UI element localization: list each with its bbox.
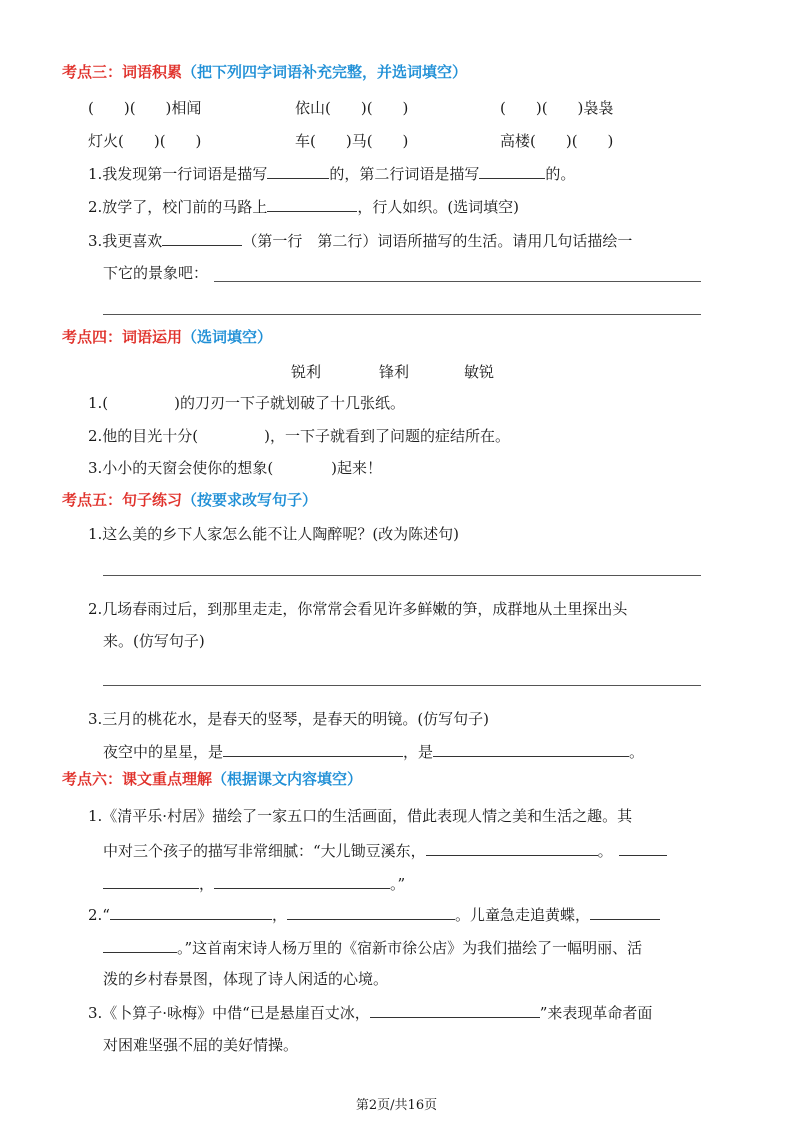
word-option: 锐利 [291, 363, 322, 381]
blank[interactable] [479, 163, 545, 179]
answer-line[interactable] [214, 281, 701, 282]
word-option: 锋利 [379, 363, 410, 381]
blank[interactable] [103, 873, 199, 889]
section6-title: 考点六：课文重点理解 [62, 770, 213, 788]
blank[interactable] [619, 840, 667, 856]
idiom-2-2: 车( )马( ) [295, 132, 409, 150]
section5-title: 考点五：句子练习 [62, 491, 183, 509]
s5-question-1: 1.这么美的乡下人家怎么能不让人陶醉呢？(改为陈述句) [88, 525, 460, 543]
section3-note: （把下列四字词语补充完整，并选词填空） [182, 63, 468, 81]
section3-heading [62, 62, 467, 82]
idiom-2-3: 高楼( )( ) [500, 132, 614, 150]
blank[interactable] [267, 196, 357, 212]
s6-question-3-cont: 对困难坚强不屈的美好情操。 [103, 1036, 299, 1054]
section4-note: （选词填空） [182, 328, 273, 346]
section5-heading [62, 490, 317, 510]
s6-question-1-cont: 中对三个孩子的描写非常细腻：“大儿锄豆溪东， 。 [103, 840, 667, 861]
blank[interactable] [287, 904, 455, 920]
s3-question-3: 3.我更喜欢 （第一行 第二行）词语所描写的生活。请用几句话描绘一 [88, 232, 633, 250]
s6-question-2-cont: 。”这首南宋诗人杨万里的《宿新市徐公店》为我们描绘了一幅明丽、活 [103, 937, 642, 958]
s4-question-3: 3.小小的天窗会使你的想象( )起来！ [88, 459, 383, 477]
idiom-1-2: 依山( )( ) [295, 99, 409, 117]
blank[interactable] [110, 904, 272, 920]
s5-question-3: 3.三月的桃花水，是春天的竖琴，是春天的明镜。(仿写句子) [88, 710, 490, 728]
page-number: 第2页/共16页 [355, 1098, 438, 1113]
s5-question-2: 2.几场春雨过后，到那里走走，你常常会看见许多鲜嫩的笋，成群地从土里探出头 [88, 600, 628, 618]
blank[interactable] [162, 230, 242, 246]
s5-question-2-cont: 来。(仿写句子) [103, 632, 205, 650]
s6-question-2-cont2: 泼的乡村春景图，体现了诗人闲适的心境。 [103, 970, 389, 988]
blank[interactable] [214, 873, 390, 889]
idiom-1-3: ( )( )袅袅 [500, 99, 614, 117]
s6-question-3: 3.《卜算子·咏梅》中借“已是悬崖百丈冰， ”来表现革命者面 [88, 1004, 653, 1022]
s6-question-1-cont2: ， 。” [103, 873, 405, 894]
blank[interactable] [103, 937, 177, 953]
s6-question-1: 1.《清平乐·村居》描绘了一家五口的生活画面，借此表现人情之美和生活之趣。其 [88, 807, 633, 825]
s3-question-1: 1.我发现第一行词语是描写 的，第二行词语是描写 的。 [88, 165, 576, 183]
s3-question-2: 2.放学了，校门前的马路上 ，行人如织。(选词填空) [88, 198, 520, 216]
word-option: 敏锐 [464, 363, 495, 381]
s4-question-1: 1.( )的刀刃一下子就划破了十几张纸。 [88, 394, 406, 412]
answer-line[interactable] [103, 314, 701, 315]
s3-question-3-cont: 下它的景象吧： [103, 264, 209, 282]
section6-heading [62, 769, 362, 789]
answer-line[interactable] [103, 685, 701, 686]
blank[interactable] [370, 1002, 540, 1018]
s5-question-3-fill: 夜空中的星星，是 ，是 。 [103, 743, 645, 761]
blank[interactable] [426, 840, 598, 856]
answer-line[interactable] [103, 575, 701, 576]
idiom-2-1: 灯火( )( ) [88, 132, 202, 150]
blank[interactable] [590, 904, 660, 920]
idiom-1-1: ( )( )相闻 [88, 99, 202, 117]
section4-heading [62, 327, 272, 347]
section4-title: 考点四：词语运用 [62, 328, 183, 346]
blank[interactable] [433, 741, 629, 757]
blank[interactable] [267, 163, 329, 179]
section3-title: 考点三：词语积累 [62, 63, 183, 81]
blank[interactable] [223, 741, 403, 757]
section6-note: （根据课文内容填空） [212, 770, 363, 788]
s6-question-2: 2.“ ， 。儿童急走追黄蝶， [88, 904, 660, 925]
section5-note: （按要求改写句子） [182, 491, 318, 509]
s4-question-2: 2.他的目光十分( )，一下子就看到了问题的症结所在。 [88, 427, 511, 445]
